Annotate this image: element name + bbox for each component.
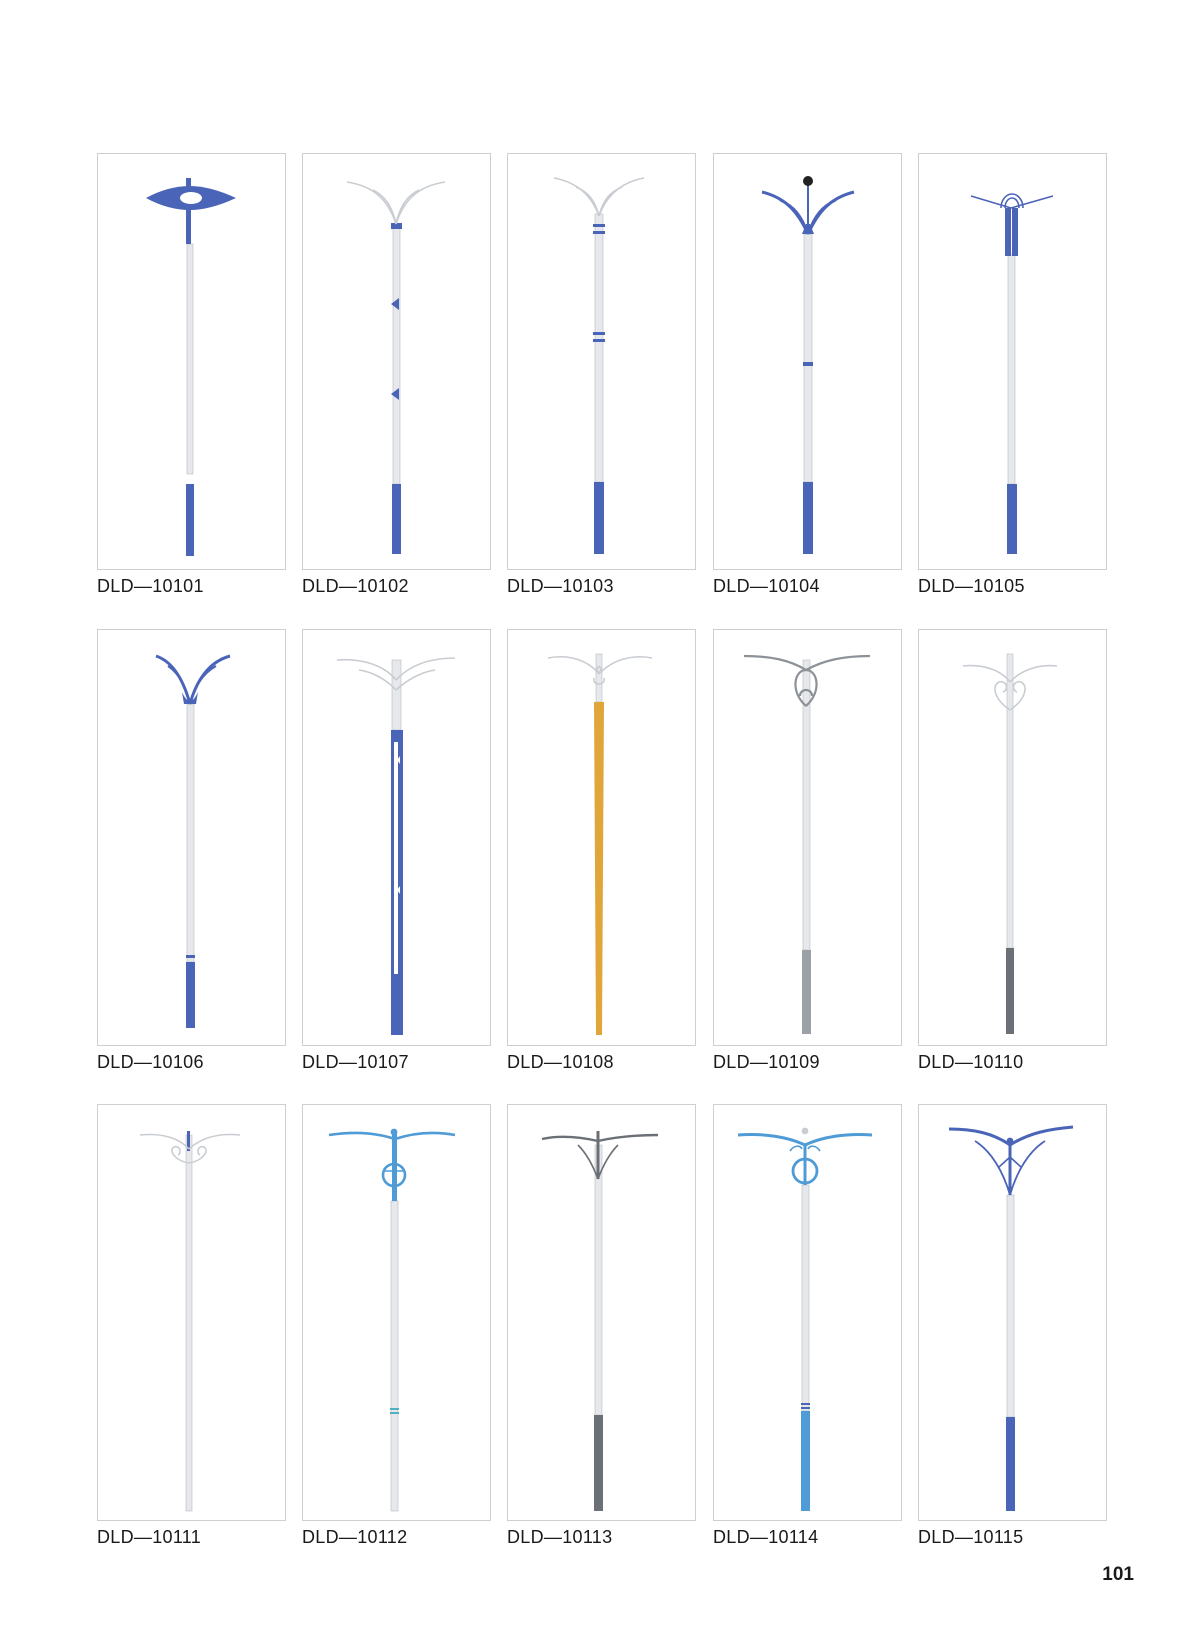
product-image-frame bbox=[302, 629, 491, 1046]
street-lamp-pole-image bbox=[919, 1105, 1106, 1520]
street-lamp-pole-image bbox=[714, 1105, 901, 1520]
tulip-arms-icon bbox=[347, 182, 445, 224]
street-lamp-pole-image bbox=[919, 630, 1106, 1045]
product-image-frame bbox=[97, 1104, 286, 1521]
product-code: DLD—10114 bbox=[713, 1527, 819, 1547]
product-card[interactable] bbox=[507, 1104, 696, 1547]
street-lamp-pole-image bbox=[98, 630, 285, 1045]
eye-bracket-icon bbox=[146, 178, 236, 244]
product-card[interactable] bbox=[507, 629, 696, 1072]
product-code: DLD—10101 bbox=[97, 576, 204, 596]
street-lamp-pole-image bbox=[303, 630, 490, 1045]
product-card[interactable] bbox=[507, 153, 696, 596]
arch-arms-icon bbox=[971, 194, 1053, 208]
product-code: DLD—10112 bbox=[302, 1527, 408, 1547]
product-code: DLD—10111 bbox=[97, 1527, 202, 1547]
product-image-frame bbox=[918, 1104, 1107, 1521]
product-image-frame bbox=[918, 629, 1107, 1046]
product-code: DLD—10103 bbox=[507, 576, 614, 596]
tulip-arms-icon bbox=[156, 656, 230, 704]
street-lamp-pole-image bbox=[98, 1105, 285, 1520]
product-image-frame bbox=[507, 153, 696, 570]
product-card[interactable] bbox=[918, 1104, 1107, 1547]
product-card[interactable] bbox=[97, 153, 286, 596]
product-code: DLD—10115 bbox=[918, 1527, 1024, 1547]
product-code: DLD—10105 bbox=[918, 576, 1025, 596]
product-code: DLD—10102 bbox=[302, 576, 409, 596]
product-image-frame bbox=[507, 629, 696, 1046]
street-lamp-pole-image bbox=[303, 154, 490, 569]
product-image-frame bbox=[302, 1104, 491, 1521]
product-image-frame bbox=[713, 1104, 902, 1521]
ring-arms-icon bbox=[738, 1128, 872, 1185]
product-code: DLD—10108 bbox=[507, 1052, 614, 1072]
street-lamp-pole-image bbox=[714, 630, 901, 1045]
street-lamp-pole-image bbox=[303, 1105, 490, 1520]
page-number: 101 bbox=[1102, 1564, 1134, 1585]
street-lamp-pole-image bbox=[98, 154, 285, 569]
product-image-frame bbox=[713, 629, 902, 1046]
product-card[interactable] bbox=[713, 153, 902, 596]
product-card[interactable] bbox=[713, 629, 902, 1072]
product-card[interactable] bbox=[713, 1104, 902, 1547]
product-image-frame bbox=[97, 153, 286, 570]
street-lamp-pole-image bbox=[508, 154, 695, 569]
product-code: DLD—10109 bbox=[713, 1052, 820, 1072]
street-lamp-pole-image bbox=[714, 154, 901, 569]
product-card[interactable] bbox=[302, 153, 491, 596]
product-code: DLD—10104 bbox=[713, 576, 820, 596]
product-code: DLD—10106 bbox=[97, 1052, 204, 1072]
product-card[interactable] bbox=[97, 1104, 286, 1547]
product-card[interactable] bbox=[302, 1104, 491, 1547]
product-code: DLD—10110 bbox=[918, 1052, 1024, 1072]
product-card[interactable] bbox=[918, 153, 1107, 596]
product-image-frame bbox=[97, 629, 286, 1046]
product-image-frame bbox=[918, 153, 1107, 570]
product-code: DLD—10113 bbox=[507, 1527, 613, 1547]
product-image-frame bbox=[507, 1104, 696, 1521]
product-card[interactable] bbox=[302, 629, 491, 1072]
fan-arms-icon bbox=[949, 1127, 1073, 1195]
product-code: DLD—10107 bbox=[302, 1052, 409, 1072]
street-lamp-pole-image bbox=[508, 630, 695, 1045]
tulip-ball-icon bbox=[762, 176, 854, 234]
street-lamp-pole-image bbox=[919, 154, 1106, 569]
product-card[interactable] bbox=[97, 629, 286, 1072]
product-card[interactable] bbox=[918, 629, 1107, 1072]
street-lamp-pole-image bbox=[508, 1105, 695, 1520]
product-image-frame bbox=[713, 153, 902, 570]
product-image-frame bbox=[302, 153, 491, 570]
tulip-arms-icon bbox=[554, 178, 644, 216]
